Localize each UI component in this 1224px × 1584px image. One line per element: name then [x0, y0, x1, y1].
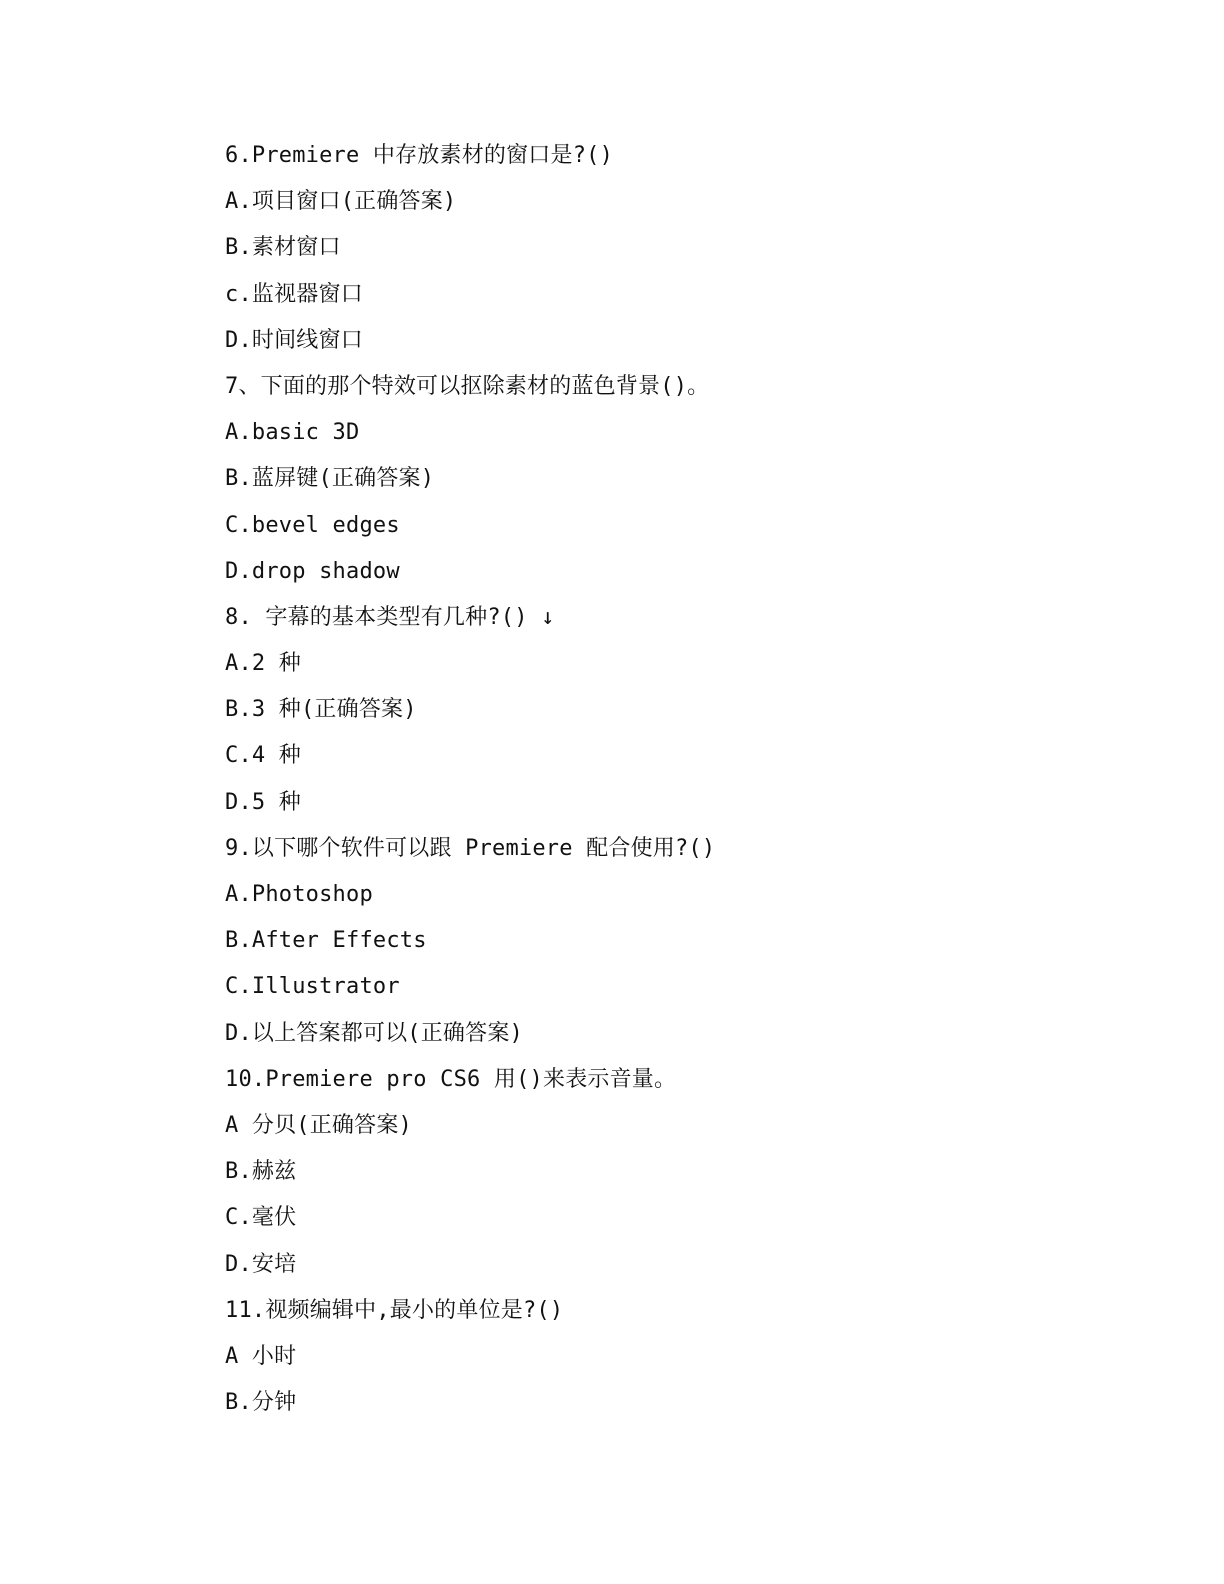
- question-list: [225, 138, 1125, 1431]
- option-9b: B.After Effects: [225, 928, 427, 954]
- question-9: 9.以下哪个软件可以跟 Premiere 配合使用?(): [225, 835, 716, 861]
- question-7: 7、下面的那个特效可以抠除素材的蓝色背景()。: [225, 373, 710, 399]
- option-8a: A.2 种: [225, 651, 301, 677]
- option-10a: A 分贝(正确答案): [225, 1112, 412, 1138]
- option-10d: D.安培: [225, 1251, 297, 1277]
- question-10: 10.Premiere pro CS6 用()来表示音量。: [225, 1066, 677, 1092]
- option-7c: C.bevel edges: [225, 512, 400, 538]
- option-7d: D.drop shadow: [225, 558, 400, 584]
- option-11b: B.分钟: [225, 1390, 297, 1416]
- option-9a: A.Photoshop: [225, 882, 373, 907]
- option-6c: c.监视器窗口: [225, 281, 363, 307]
- option-7a: A.basic 3D: [225, 420, 360, 446]
- option-10b: B.赫兹: [225, 1159, 297, 1185]
- option-9c: C.Illustrator: [225, 974, 400, 1000]
- option-8c: C.4 种: [225, 743, 301, 769]
- option-8b: B.3 种(正确答案): [225, 697, 417, 723]
- question-6: 6.Premiere 中存放素材的窗口是?(): [225, 143, 614, 168]
- question-8: 8. 字幕的基本类型有几种?() ↓: [225, 604, 555, 630]
- option-6a: A.项目窗口(正确答案): [225, 189, 457, 215]
- question-11: 11.视频编辑中,最小的单位是?(): [225, 1297, 564, 1323]
- option-11a: A 小时: [225, 1343, 297, 1369]
- option-6d: D.时间线窗口: [225, 327, 363, 353]
- option-9d: D.以上答案都可以(正确答案): [225, 1020, 523, 1046]
- option-10c: C.毫伏: [225, 1205, 297, 1231]
- option-8d: D.5 种: [225, 789, 301, 815]
- option-6b: B.素材窗口: [225, 235, 341, 261]
- option-7b: B.蓝屏键(正确答案): [225, 466, 435, 492]
